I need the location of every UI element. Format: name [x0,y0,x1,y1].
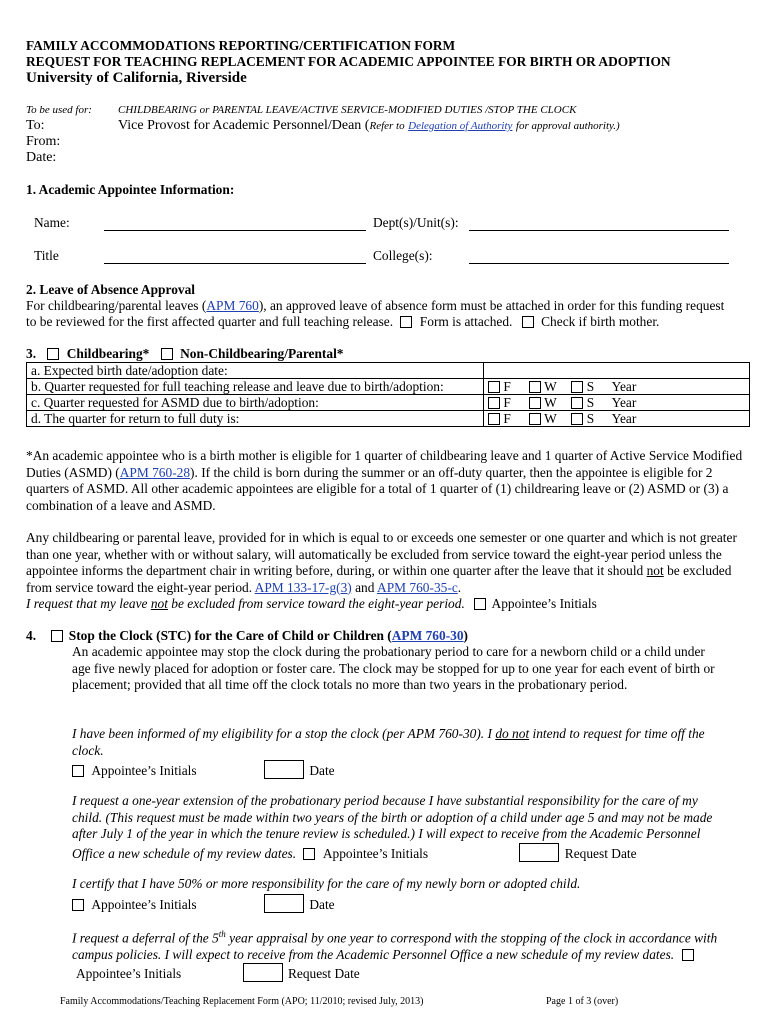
appointee-initials-label: Appointee’s Initials [491,596,597,611]
apm-133-link[interactable]: APM 133-17-g(3) [254,579,352,595]
used-for-label: To be used for: [26,104,92,116]
from-label: From: [26,134,61,149]
option4-text-b: year appraisal by one year to correspond with the stopping of the clock in accordance with campus policies. I will expect to receive from the Academic Personnel Office a new schedule of my review dates. [72,930,718,962]
form-subtitle: REQUEST FOR TEACHING REPLACEMENT FOR ACADEMIC APPOINTEE FOR BIRTH OR ADOPTION [26,54,671,69]
childbearing-label: Childbearing* [66,346,150,361]
spring-label: S [586,395,595,410]
section4-title: Stop the Clock (STC) for the Care of Child or Children ( [68,628,392,643]
year-label: Year [611,395,637,410]
option1-text [72,726,722,759]
spring-label: S [586,379,595,394]
option2-request-date-input[interactable] [519,843,559,862]
row-label: a. Expected birth date/adoption date: [27,363,484,379]
fall-label: F [503,379,511,394]
birth-date-field[interactable] [484,363,750,379]
spring-label: S [586,411,595,426]
spring-checkbox[interactable] [571,413,583,425]
fall-checkbox[interactable] [488,413,500,425]
winter-label: W [544,395,557,410]
name-field[interactable] [104,230,366,231]
option1-initials-checkbox[interactable] [72,765,84,777]
apm-760-30-link[interactable]: APM 760-30 [391,628,464,643]
section2-text: For childbearing/parental leaves ( [26,298,207,313]
approval-note: for approval authority.) [515,120,620,132]
to-label: To: [26,118,45,133]
refer-to: Refer to [369,120,405,132]
birth-mother-label: Check if birth mother. [541,314,660,329]
dept-label: Dept(s)/Unit(s): [373,215,459,230]
quarter-select [484,395,750,411]
used-for-value: CHILDBEARING or PARENTAL LEAVE/ACTIVE SERVICE-MODIFIED DUTIES /STOP THE CLOCK [118,104,577,116]
title-label: Title [34,248,59,263]
footer-page-number: Page 1 of 3 (over) [546,996,619,1007]
winter-label: W [544,379,557,394]
option2-text [72,793,722,862]
to-line [118,118,620,134]
option4-text [72,926,722,983]
winter-checkbox[interactable] [529,381,541,393]
appointee-initials-label: Appointee’s Initials [91,897,197,912]
childbearing-checkbox[interactable] [47,348,59,360]
option4-request-date-input[interactable] [243,963,283,982]
non-childbearing-checkbox[interactable] [161,348,173,360]
exclusion-note [26,530,752,613]
quarter-select [484,411,750,427]
option4-text-a: I request a deferral of the 5 [72,930,219,946]
apm-760-link[interactable]: APM 760 [206,298,259,313]
college-field[interactable] [469,263,729,264]
option3-initials-row [72,894,335,913]
stop-clock-checkbox[interactable] [51,630,63,642]
section2-line2 [26,314,659,330]
date-label: Date: [26,150,57,165]
option1-initials-row [72,760,335,779]
exclusion-text: be excluded from service toward the eight-year period. [26,563,732,595]
quarter-select [484,379,750,395]
college-label: College(s): [373,248,433,263]
exclusion-period: . [457,579,462,595]
fall-label: F [503,395,511,410]
section3-number: 3. [26,346,37,361]
winter-checkbox[interactable] [529,397,541,409]
fall-checkbox[interactable] [488,381,500,393]
section4-number: 4. [26,628,37,643]
section4-heading [26,628,468,644]
non-childbearing-label: Non-Childbearing/Parental* [180,346,344,361]
form-attached-label: Form is attached. [419,314,513,329]
fall-label: F [503,411,511,426]
fall-checkbox[interactable] [488,397,500,409]
title-field[interactable] [104,263,366,264]
request-date-label: Request Date [564,845,637,861]
section4-title-end: ) [463,628,469,643]
section2-text: ), an approved leave of absence form must be attached in order for this funding request [258,298,725,313]
option4-sup: th [218,929,226,939]
dept-field[interactable] [469,230,729,231]
form-attached-checkbox[interactable] [400,316,412,328]
university-name: University of California, Riverside [26,70,247,86]
section3-heading [26,346,344,362]
delegation-of-authority-link[interactable]: Delegation of Authority [408,120,513,132]
option1-text-a: I have been informed of my eligibility for a stop the clock (per APM 760-30). I [72,726,496,741]
spring-checkbox[interactable] [571,381,583,393]
apm-760-28-link[interactable]: APM 760-28 [119,464,191,480]
exclusion-and: and [351,579,378,595]
row-label: b. Quarter requested for full teaching release and leave due to birth/adoption: [27,379,484,395]
year-label: Year [611,379,637,394]
winter-label: W [544,411,557,426]
section2-text: to be reviewed for the first affected quarter and full teaching release. [26,314,394,329]
date-label: Date [309,763,335,778]
eligibility-note [26,448,752,514]
to-value: Vice Provost for Academic Personnel/Dean ( [118,118,370,133]
date-label: Date [309,897,335,912]
option3-initials-checkbox[interactable] [72,899,84,911]
row-label: c. Quarter requested for ASMD due to birth/adoption: [27,395,484,411]
option1-text-b: intend to request for time off the clock. [72,726,705,758]
year-label: Year [611,411,637,426]
request-text: I request that my leave [26,596,151,611]
section2-heading: 2. Leave of Absence Approval [26,282,195,297]
appointee-initials-label: Appointee’s Initials [91,763,197,778]
option3-date-input[interactable] [264,894,304,913]
exclusion-initials-checkbox[interactable] [474,598,486,610]
birth-mother-checkbox[interactable] [522,316,534,328]
table-row [27,411,750,427]
note-text: ). If the child is born during the summer or an off-duty quarter, then the appointee is eligible for 2 quarters of ASMD. All other academic appointees are eligible for a total of 1 quarter of (1) childrearing leave or (2) ASMD or (3) a combination of a leave and ASMD. [26,464,729,513]
exclusion-text: Any childbearing or parental leave, provided for in which is equal to or exceeds one semester or one quarter and which is not greater than one year, whether with or without salary, will automatically be excluded from service toward the eight-year period unless the appointee informs the department chair in writing before, during, or within one quarter after the leave that it should [26,530,737,578]
option1-do-not: do not [495,726,530,741]
option2-text-body: I request a one-year extension of the probationary period because I have substantial responsibility for the care of my child. (This request must be made within two years of the birth or adoption of a child under age 5 and may not be made after July 1 of the year in which the tenure review is scheduled.) I will expect to receive from the Academic Personnel Office a new schedule of my review dates. [72,793,713,861]
request-text: be excluded from service toward the eight-year period. [167,596,465,611]
quarter-table [26,362,750,427]
row-label: d. The quarter for return to full duty is: [27,411,484,427]
appointee-initials-label: Appointee’s Initials [322,845,429,861]
appointee-initials-label: Appointee’s Initials [76,966,182,982]
apm-760-35-link[interactable]: APM 760-35-c [377,579,458,595]
table-row [27,363,750,379]
form-title: FAMILY ACCOMMODATIONS REPORTING/CERTIFICATION FORM [26,38,456,53]
option4-initials-checkbox[interactable] [682,949,694,961]
option1-date-input[interactable] [264,760,304,779]
exclusion-not: not [646,563,664,578]
note-text: *An academic appointee who is a birth mother is eligible for 1 quarter of childbearing leave and 1 quarter of Active Service Modified Duties (ASMD) ( [26,448,743,480]
request-not: not [150,596,168,611]
spring-checkbox[interactable] [571,397,583,409]
footer-form-id: Family Accommodations/Teaching Replacement Form (APO; 11/2010; revised July, 2013) [60,996,424,1007]
section2-line1 [26,298,724,314]
winter-checkbox[interactable] [529,413,541,425]
stop-clock-intro: An academic appointee may stop the clock during the probationary period to care for a newborn child or a child under age five newly placed for adoption or foster care. The clock may be stopped for up to one year for each event of birth or placement; provided that all time off the clock totals no more than two years in the probationary period. [72,644,715,692]
option2-initials-checkbox[interactable] [303,848,315,860]
table-row [27,379,750,395]
request-date-label: Request Date [287,966,360,982]
table-row [27,395,750,411]
option3-text: I certify that I have 50% or more responsibility for the care of my newly born or adopted child. [72,876,581,891]
name-label: Name: [34,215,70,230]
section1-heading: 1. Academic Appointee Information: [26,182,235,197]
